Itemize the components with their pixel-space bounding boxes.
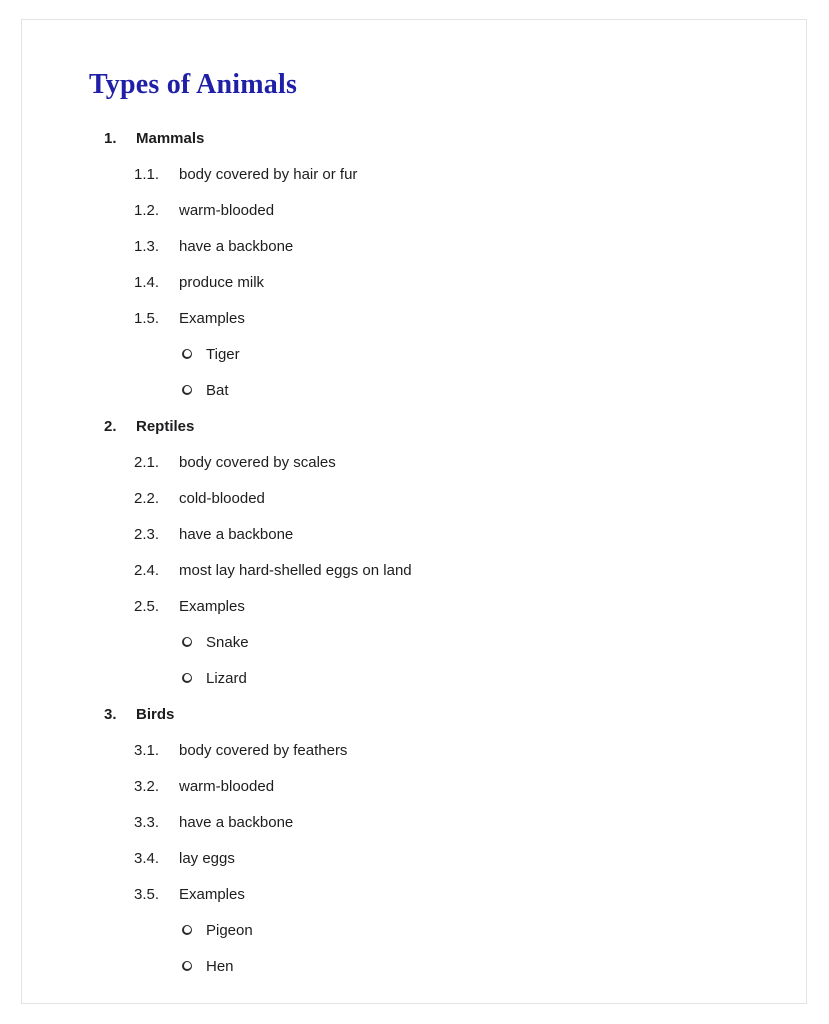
circle-bullet-icon (182, 673, 192, 683)
outline-item-text: have a backbone (179, 237, 294, 255)
outline-item-number: 3.5. (134, 885, 160, 903)
bullet-container (182, 925, 206, 935)
outline-item (22, 480, 806, 516)
circle-bullet-icon (182, 925, 192, 935)
outline-item (22, 156, 806, 192)
outline-item-number: 2.5. (134, 597, 160, 615)
outline-item-text: most lay hard-shelled eggs on land (179, 561, 412, 579)
section-heading (22, 696, 806, 732)
circle-bullet-icon (182, 637, 192, 647)
section-number: 3. (104, 705, 117, 723)
bullet-container (182, 349, 206, 359)
outline-item-number: 1.5. (134, 309, 160, 327)
outline-item (22, 876, 806, 912)
outline-item-number: 2.4. (134, 561, 160, 579)
outline-item (22, 804, 806, 840)
example-item (22, 660, 806, 696)
outline-item-text: lay eggs (179, 849, 235, 867)
bullet-container (182, 637, 206, 647)
outline-item-text: Examples (179, 597, 245, 615)
outline-item-text: cold-blooded (179, 489, 265, 507)
outline-item-number: 1.4. (134, 273, 160, 291)
outline-item-number: 2.3. (134, 525, 160, 543)
section-number: 2. (104, 417, 117, 435)
outline-item-text: body covered by feathers (179, 741, 348, 759)
outline-item-number: 1.1. (134, 165, 160, 183)
example-label: Hen (206, 957, 234, 975)
section-number: 1. (104, 129, 117, 147)
document-page (21, 19, 807, 1004)
bullet-container (182, 673, 206, 683)
example-item (22, 624, 806, 660)
outline-item-number: 1.2. (134, 201, 160, 219)
section-heading (22, 408, 806, 444)
outline-item-text: Examples (179, 885, 245, 903)
outline-item (22, 516, 806, 552)
outline-item (22, 444, 806, 480)
bullet-container (182, 385, 206, 395)
outline-item-text: warm-blooded (179, 777, 275, 795)
example-item (22, 912, 806, 948)
outline-item-text: warm-blooded (179, 201, 275, 219)
outline-item (22, 228, 806, 264)
circle-bullet-icon (182, 349, 192, 359)
outline-item (22, 192, 806, 228)
example-label: Bat (206, 381, 229, 399)
outline-item (22, 588, 806, 624)
outline-item-text: body covered by hair or fur (179, 165, 358, 183)
example-item (22, 948, 806, 984)
outline-item (22, 732, 806, 768)
outline-item-number: 2.1. (134, 453, 160, 471)
section-name: Birds (136, 705, 175, 723)
animal-outline-list (22, 120, 806, 984)
section-heading (22, 120, 806, 156)
outline-item-number: 2.2. (134, 489, 160, 507)
animal-section (22, 408, 806, 696)
example-item (22, 336, 806, 372)
outline-item-text: have a backbone (179, 525, 294, 543)
example-item (22, 372, 806, 408)
outline-item (22, 840, 806, 876)
example-label: Snake (206, 633, 249, 651)
outline-item-text: produce milk (179, 273, 265, 291)
bullet-container (182, 961, 206, 971)
section-name: Mammals (136, 129, 205, 147)
outline-item-text: body covered by scales (179, 453, 336, 471)
example-label: Lizard (206, 669, 247, 687)
circle-bullet-icon (182, 961, 192, 971)
example-label: Tiger (206, 345, 240, 363)
animal-section (22, 120, 806, 408)
section-name: Reptiles (136, 417, 195, 435)
outline-item-text: Examples (179, 309, 245, 327)
outline-item-text: have a backbone (179, 813, 294, 831)
outline-item-number: 3.3. (134, 813, 160, 831)
outline-item (22, 768, 806, 804)
circle-bullet-icon (182, 385, 192, 395)
outline-item (22, 552, 806, 588)
animal-section (22, 696, 806, 984)
page-title: Types of Animals (89, 69, 298, 100)
outline-item-number: 3.1. (134, 741, 160, 759)
outline-item (22, 300, 806, 336)
outline-item-number: 3.4. (134, 849, 160, 867)
example-label: Pigeon (206, 921, 253, 939)
outline-item-number: 1.3. (134, 237, 160, 255)
outline-item-number: 3.2. (134, 777, 160, 795)
outline-item (22, 264, 806, 300)
